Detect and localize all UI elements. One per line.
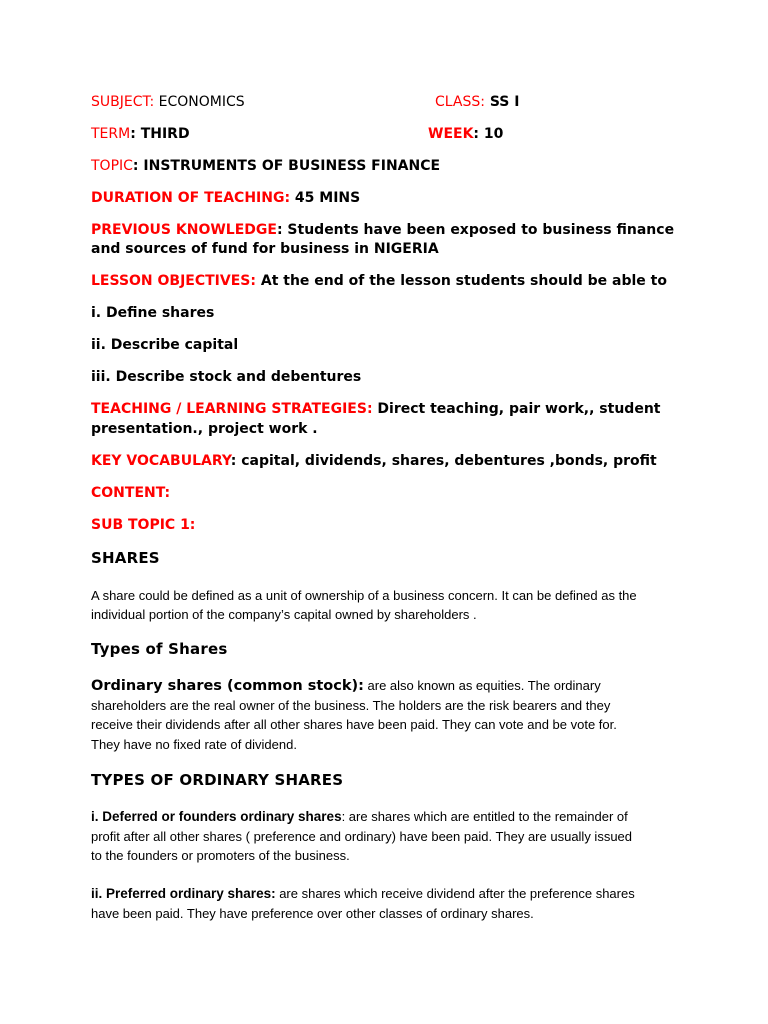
types-of-shares-heading: Types of Shares	[91, 640, 228, 658]
strategies-value-1: Direct teaching, pair work,, student	[372, 401, 661, 417]
content-label: CONTENT:	[91, 485, 171, 501]
term-line	[91, 124, 190, 144]
objectives-label: LESSON OBJECTIVES:	[91, 273, 256, 289]
strategies-value-2: presentation., project work .	[91, 421, 318, 437]
strategies-line	[91, 399, 660, 419]
shares-definition-1: A share could be defined as a unit of ownership of a business concern. It can be defined as the	[91, 588, 637, 603]
term-label: TERM	[91, 126, 131, 142]
deferred-shares-text-2: profit after all other shares ( preference and ordinary) have been paid. They are usually issued	[91, 829, 633, 844]
types-of-ordinary-shares-heading: TYPES OF ORDINARY SHARES	[91, 771, 344, 789]
subject-label: SUBJECT:	[91, 94, 155, 110]
ordinary-shares-title: Ordinary shares (common stock):	[91, 678, 364, 694]
preferred-shares-line-1	[91, 884, 635, 904]
ordinary-shares-text-1: are also known as equities. The ordinary	[363, 678, 601, 693]
week-value: : 10	[473, 126, 504, 142]
week-line	[428, 124, 503, 144]
deferred-shares-text-1: : are shares which are entitled to the remainder of	[341, 809, 628, 824]
objective-item-1: i. Define shares	[91, 305, 215, 321]
ordinary-shares-line-1	[91, 676, 601, 696]
shares-definition-2: individual portion of the company’s capital owned by shareholders .	[91, 607, 477, 622]
term-value: : THIRD	[130, 126, 190, 142]
previous-knowledge-line	[91, 220, 674, 240]
topic-line	[91, 156, 440, 176]
subtopic-label: SUB TOPIC 1:	[91, 517, 196, 533]
objective-item-2: ii. Describe capital	[91, 337, 239, 353]
subject-value: ECONOMICS	[154, 94, 245, 110]
class-line	[435, 92, 519, 112]
preferred-shares-text-2: have been paid. They have preference over other classes of ordinary shares.	[91, 906, 534, 921]
ordinary-shares-text-4: They have no fixed rate of dividend.	[91, 737, 297, 752]
strategies-label: TEACHING / LEARNING STRATEGIES:	[91, 401, 373, 417]
week-label: WEEK	[428, 126, 474, 142]
previous-knowledge-label: PREVIOUS KNOWLEDGE	[91, 222, 277, 238]
vocabulary-label: KEY VOCABULARY	[91, 453, 231, 469]
preferred-shares-title: ii. Preferred ordinary shares:	[91, 886, 276, 901]
objectives-value: At the end of the lesson students should be able to	[255, 273, 667, 289]
topic-value: : INSTRUMENTS OF BUSINESS FINANCE	[132, 158, 441, 174]
objective-item-3: iii. Describe stock and debentures	[91, 369, 362, 385]
shares-heading: SHARES	[91, 549, 160, 567]
ordinary-shares-text-2: shareholders are the real owner of the business. The holders are the risk bearers and they	[91, 698, 611, 713]
previous-knowledge-value-2: and sources of fund for business in NIGERIA	[91, 241, 439, 257]
duration-label: DURATION OF TEACHING:	[91, 190, 291, 206]
deferred-shares-title: i. Deferred or founders ordinary shares	[91, 809, 342, 824]
class-label: CLASS:	[435, 94, 485, 110]
duration-line	[91, 188, 360, 208]
ordinary-shares-text-3: receive their dividends after all other shares have been paid. They can vote and be vote for.	[91, 717, 617, 732]
class-value: SS I	[484, 94, 520, 110]
deferred-shares-text-3: to the founders or promoters of the business.	[91, 848, 350, 863]
preferred-shares-text-1: are shares which receive dividend after the preference shares	[275, 886, 635, 901]
topic-label: TOPIC	[91, 158, 133, 174]
objectives-line	[91, 271, 667, 291]
subject-line	[91, 92, 245, 112]
vocabulary-line	[91, 451, 657, 471]
previous-knowledge-value-1: : Students have been exposed to business finance	[276, 222, 675, 238]
deferred-shares-line-1	[91, 807, 628, 827]
vocabulary-value: : capital, dividends, shares, debentures ,bonds, profit	[230, 453, 657, 469]
duration-value: 45 MINS	[290, 190, 361, 206]
